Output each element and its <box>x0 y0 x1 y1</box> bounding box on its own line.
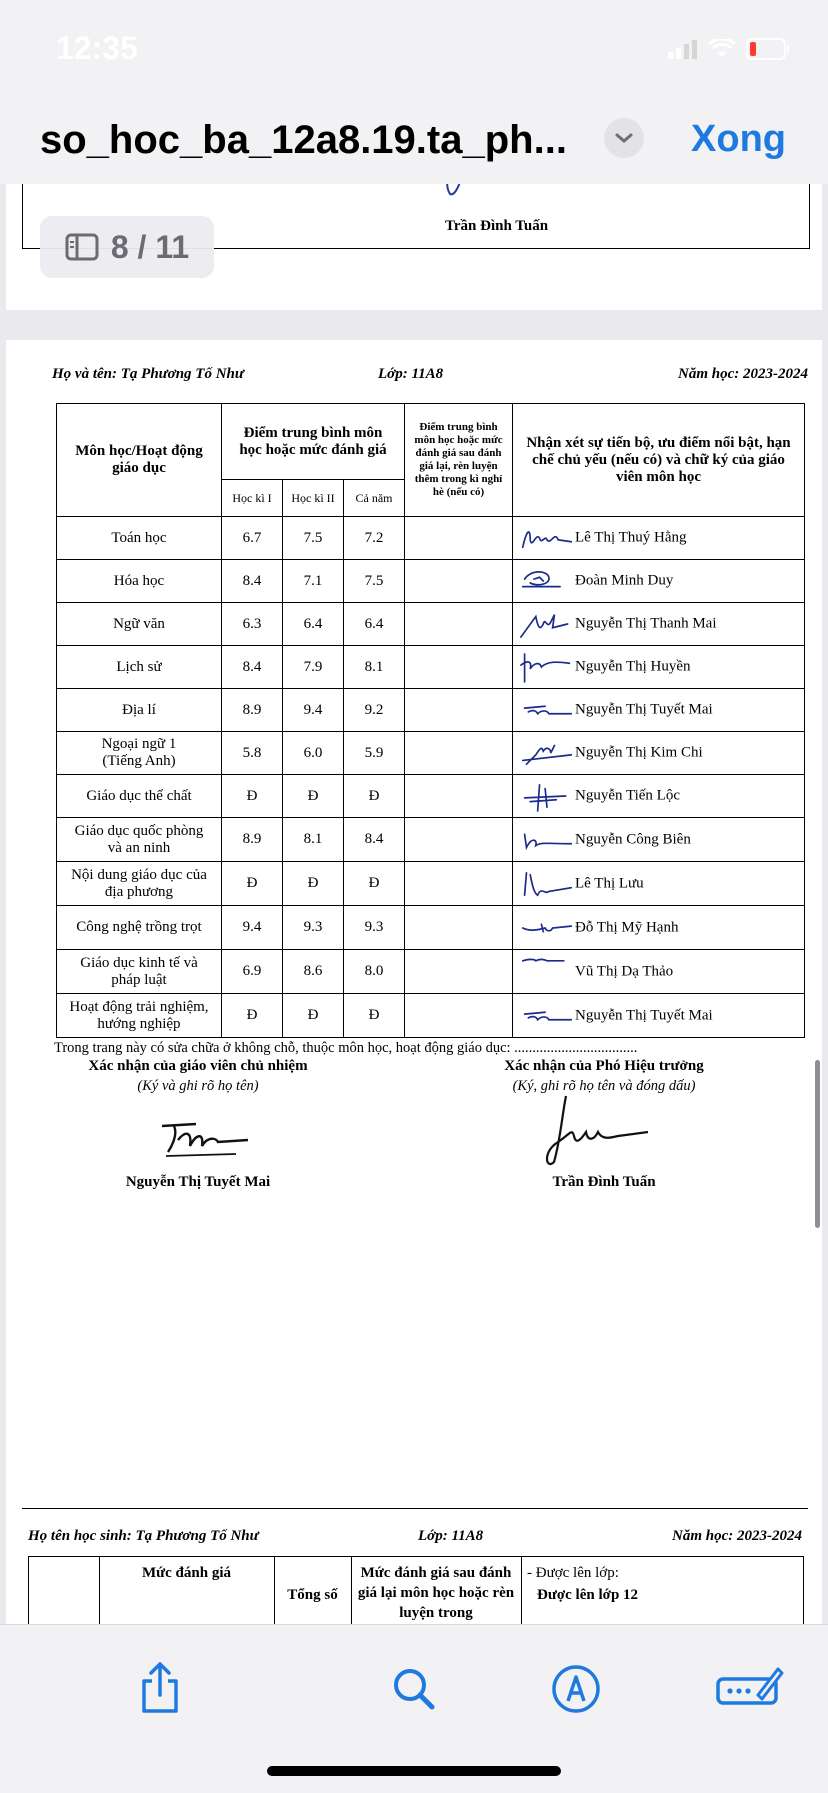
teacher-signature <box>519 736 575 770</box>
signal-icon <box>668 39 698 59</box>
navigation-bar <box>0 96 828 185</box>
semester-1-score: 9.4 <box>222 906 283 950</box>
teacher-cell <box>513 517 805 560</box>
chevron-down-icon <box>614 131 634 145</box>
next-col-total: Tổng số <box>287 1587 338 1603</box>
table-row <box>57 994 805 1038</box>
semester-2-score: 7.5 <box>283 517 344 560</box>
full-year-score: Đ <box>344 994 405 1038</box>
sidebar-icon <box>65 233 99 261</box>
teacher-name: Nguyễn Thị Tuyết Mai <box>575 1007 713 1023</box>
full-year-score: 7.2 <box>344 517 405 560</box>
subject-cell <box>57 950 222 994</box>
retake-score <box>405 994 513 1038</box>
next-table <box>28 1556 804 1624</box>
teacher-name: Nguyễn Thị Kim Chi <box>575 744 703 761</box>
subject-name: Nội dung giáo dục của <box>71 866 207 883</box>
full-year-score: Đ <box>344 775 405 818</box>
semester-2-score: 7.1 <box>283 560 344 603</box>
semester-2-score: 6.4 <box>283 603 344 646</box>
table-row <box>57 818 805 862</box>
subject-name: Hoạt động trải nghiệm, <box>69 998 209 1015</box>
vice-principal-signature <box>536 1092 656 1172</box>
retake-score <box>405 603 513 646</box>
subject-name-line2: (Tiếng Anh) <box>102 753 176 769</box>
teacher-name: Đỗ Thị Mỹ Hạnh <box>575 919 679 935</box>
full-year-score: 5.9 <box>344 732 405 775</box>
full-year-score: 9.2 <box>344 689 405 732</box>
retake-score <box>405 560 513 603</box>
teacher-cell <box>513 994 805 1038</box>
subject-cell <box>57 517 222 560</box>
document-viewer[interactable] <box>0 184 828 1624</box>
edit-form-button[interactable] <box>714 1661 784 1717</box>
subject-cell <box>57 689 222 732</box>
teacher-cell <box>513 862 805 906</box>
full-year-score: 7.5 <box>344 560 405 603</box>
teacher-cell <box>513 603 805 646</box>
share-button[interactable] <box>132 1661 188 1717</box>
subject-name: Giáo dục kinh tế và <box>80 954 198 971</box>
semester-1-score: Đ <box>222 862 283 906</box>
teacher-name: Lê Thị Thuý Hằng <box>575 529 687 546</box>
semester-2-score: 9.3 <box>283 906 344 950</box>
subject-cell <box>57 775 222 818</box>
semester-1-score: 8.9 <box>222 818 283 862</box>
semester-2-score: 6.0 <box>283 732 344 775</box>
subject-name: Địa lí <box>122 701 156 718</box>
next-col-promotion-value: Được lên lớp 12 <box>537 1587 639 1603</box>
header-retake: Điểm trung bình môn học hoặc mức đánh giá sau đánh giá lại, rèn luyện thêm trong kì nghỉ hè (nếu có) <box>405 404 513 517</box>
teacher-name: Lê Thị Lưu <box>575 875 644 891</box>
semester-1-score: Đ <box>222 994 283 1038</box>
retake-score <box>405 818 513 862</box>
next-class-label: Lớp: 11A8 <box>418 1528 484 1544</box>
next-col-reassess: Mức đánh giá sau đánh giá lại môn học hoặc rèn luyện trong <box>357 1565 515 1621</box>
previous-page-signer: Trần Đình Tuấn <box>445 218 549 234</box>
full-year-score: 8.4 <box>344 818 405 862</box>
teacher-signature <box>519 823 575 857</box>
full-year-score: 8.1 <box>344 646 405 689</box>
teacher-signature <box>519 999 575 1033</box>
subject-cell <box>57 994 222 1038</box>
teacher-signature <box>519 693 575 727</box>
teacher-cell <box>513 818 805 862</box>
next-col-promotion-label: - Được lên lớp: <box>527 1565 619 1581</box>
semester-2-score: Đ <box>283 862 344 906</box>
next-col-assessment: Mức đánh giá <box>141 1565 231 1581</box>
header-semester-2: Học kì II <box>283 480 344 517</box>
table-row <box>57 689 805 732</box>
teacher-signature <box>519 779 575 813</box>
battery-icon <box>746 38 790 60</box>
subject-cell <box>57 603 222 646</box>
semester-2-score: 9.4 <box>283 689 344 732</box>
done-button[interactable]: Xong <box>691 118 786 160</box>
teacher-cell <box>513 646 805 689</box>
semester-1-score: 5.8 <box>222 732 283 775</box>
full-year-score: 6.4 <box>344 603 405 646</box>
semester-1-score: 6.3 <box>222 603 283 646</box>
subject-name: Lịch sử <box>116 658 162 675</box>
retake-score <box>405 732 513 775</box>
retake-score <box>405 775 513 818</box>
semester-2-score: Đ <box>283 994 344 1038</box>
semester-2-score: 7.9 <box>283 646 344 689</box>
semester-1-score: 6.9 <box>222 950 283 994</box>
retake-score <box>405 517 513 560</box>
page-number: 8 / 11 <box>110 228 190 265</box>
subject-name: Giáo dục thể chất <box>86 787 192 804</box>
homeroom-signature <box>156 1112 256 1162</box>
retake-score <box>405 906 513 950</box>
teacher-cell <box>513 906 805 950</box>
form-fill-icon <box>714 1661 784 1717</box>
next-page <box>6 1508 822 1624</box>
table-row <box>57 862 805 906</box>
page-indicator[interactable] <box>40 216 214 278</box>
header-comment: Nhận xét sự tiến bộ, ưu điểm nổi bật, hạn chế chủ yếu (nếu có) và chữ ký của giáo viên môn học <box>513 404 805 517</box>
signature-image <box>438 184 468 198</box>
share-icon <box>132 1661 188 1717</box>
teacher-cell <box>513 689 805 732</box>
teacher-signature <box>519 955 575 989</box>
teacher-name: Nguyễn Tiến Lộc <box>575 787 680 804</box>
header-full-year: Cả năm <box>344 480 405 517</box>
full-year-score: 9.3 <box>344 906 405 950</box>
header-average: Điểm trung bình môn học hoặc mức đánh giá <box>222 404 405 480</box>
vice-principal-confirm-sub: (Ký, ghi rõ họ tên và đóng dấu) <box>512 1078 696 1094</box>
teacher-signature <box>519 911 575 945</box>
subject-name: Ngữ văn <box>113 615 165 632</box>
document-title[interactable]: so_hoc_ba_12a8.19.ta_ph... <box>40 118 567 162</box>
subject-cell <box>57 862 222 906</box>
subject-cell <box>57 560 222 603</box>
teacher-signature <box>519 521 575 555</box>
status-bar <box>0 0 828 96</box>
teacher-name: Nguyễn Thị Thanh Mai <box>575 615 717 632</box>
subject-name-line2: hướng nghiệp <box>97 1015 181 1032</box>
teacher-signature <box>519 650 575 684</box>
table-row <box>57 906 805 950</box>
search-icon <box>386 1661 442 1717</box>
semester-1-score: Đ <box>222 775 283 818</box>
teacher-name: Đoàn Minh Duy <box>575 572 674 589</box>
markup-button[interactable] <box>548 1661 604 1717</box>
teacher-signature <box>519 867 575 901</box>
status-icons <box>668 38 790 60</box>
semester-2-score: 8.1 <box>283 818 344 862</box>
retake-score <box>405 689 513 732</box>
header-subject: Môn học/Hoạt động giáo dục <box>57 404 222 517</box>
vice-principal-confirm-title: Xác nhận của Phó Hiệu trưởng <box>504 1058 704 1074</box>
class-label: Lớp: 11A8 <box>378 366 444 382</box>
retake-score <box>405 862 513 906</box>
teacher-name: Vũ Thị Dạ Thảo <box>575 963 674 979</box>
teacher-signature <box>519 564 575 598</box>
teacher-name: Nguyễn Thị Tuyết Mai <box>575 701 713 718</box>
full-year-score: 8.0 <box>344 950 405 994</box>
correction-note: Trong trang này có sửa chữa ở không chỗ, thuộc môn học, hoạt động giáo dục: .................................. <box>54 1040 638 1056</box>
semester-1-score: 8.4 <box>222 560 283 603</box>
homeroom-confirm-sub: (Ký và ghi rõ họ tên) <box>137 1078 259 1094</box>
next-school-year: Năm học: 2023-2024 <box>672 1528 802 1544</box>
full-year-score: Đ <box>344 862 405 906</box>
subject-cell <box>57 646 222 689</box>
teacher-cell <box>513 950 805 994</box>
semester-2-score: Đ <box>283 775 344 818</box>
subject-name: Giáo dục quốc phòng <box>74 822 204 839</box>
student-name: Họ và tên: Tạ Phương Tố Như <box>52 366 244 382</box>
table-row <box>57 646 805 689</box>
teacher-cell <box>513 775 805 818</box>
home-indicator <box>267 1766 561 1776</box>
table-row <box>57 775 805 818</box>
markup-icon <box>548 1661 604 1717</box>
status-time: 12:35 <box>56 30 138 66</box>
homeroom-teacher-name: Nguyễn Thị Tuyết Mai <box>125 1174 271 1190</box>
teacher-signature <box>519 607 575 641</box>
school-year: Năm học: 2023-2024 <box>678 366 808 382</box>
subject-name-line2: và an ninh <box>107 839 171 856</box>
subject-cell <box>57 732 222 775</box>
subject-name-line2: địa phương <box>104 883 174 900</box>
table-row <box>57 732 805 775</box>
subject-cell <box>57 906 222 950</box>
subject-name: Công nghệ trồng trọt <box>76 919 202 935</box>
subject-cell <box>57 818 222 862</box>
subject-name: Hóa học <box>113 572 165 589</box>
table-row <box>57 603 805 646</box>
table-row <box>57 560 805 603</box>
scroll-indicator[interactable] <box>815 1060 820 1228</box>
search-button[interactable] <box>386 1661 442 1717</box>
grades-table <box>56 403 805 1038</box>
semester-1-score: 6.7 <box>222 517 283 560</box>
homeroom-confirm-title: Xác nhận của giáo viên chủ nhiệm <box>88 1058 308 1074</box>
table-row <box>57 517 805 560</box>
vice-principal-name: Trần Đình Tuấn <box>552 1174 656 1190</box>
subject-name: Toán học <box>111 529 167 546</box>
wifi-icon <box>708 39 736 59</box>
retake-score <box>405 646 513 689</box>
subject-name-line2: pháp luật <box>111 971 167 988</box>
next-student-name: Họ tên học sinh: Tạ Phương Tố Như <box>28 1528 259 1544</box>
teacher-cell <box>513 732 805 775</box>
teacher-cell <box>513 560 805 603</box>
current-page <box>6 340 822 1624</box>
semester-2-score: 8.6 <box>283 950 344 994</box>
table-row <box>57 950 805 994</box>
header-semester-1: Học kì I <box>222 480 283 517</box>
semester-1-score: 8.9 <box>222 689 283 732</box>
title-menu-button[interactable] <box>604 118 644 158</box>
subject-name: Ngoại ngữ 1 <box>101 736 177 752</box>
semester-1-score: 8.4 <box>222 646 283 689</box>
teacher-name: Nguyễn Công Biên <box>575 831 691 847</box>
teacher-name: Nguyễn Thị Huyền <box>575 658 691 675</box>
retake-score <box>405 950 513 994</box>
